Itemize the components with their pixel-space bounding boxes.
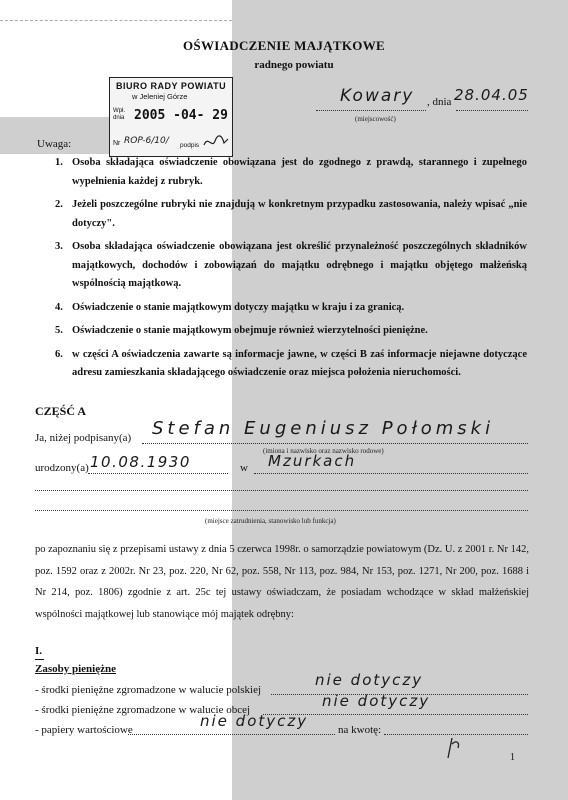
note-number: 3. [55, 241, 63, 252]
document-title: OŚWIADCZENIE MAJĄTKOWE [183, 38, 385, 53]
note-text: Jeżeli poszczególne rubryki nie znajdują w konkretnym przypadku zastosowania, należy wpisać „nie dotyczy". [72, 199, 527, 229]
scan-margin-marks [0, 0, 232, 21]
pln-label: - środki pieniężne zgromadzone w walucie polskiej [35, 684, 262, 696]
registry-stamp [109, 77, 233, 157]
note-text: Oświadczenie o stanie majątkowym obejmuje również wierzytelności pieniężne. [72, 325, 428, 336]
note-number: 2. [55, 199, 63, 210]
stamp-signature-scribble [202, 133, 230, 151]
note-text: Osoba składająca oświadczenie obowiązana jest do zgodnego z prawdą, starannego i zupełnego wypełnienia każdej z rubryk. [72, 157, 527, 187]
notes-list [52, 154, 527, 388]
statement-paragraph: po zapoznaniu się z przepisami ustawy z dnia 5 czerwca 1998r. o samorządzie powiatowym (Dz. U. z 2001 r. Nr 142, poz. 1592 oraz z 2002r. Nr 23, poz. 220, Nr 62, poz. 558, Nr 113, poz. 984, Nr 153, poz. 1271, Nr 200, poz. 1688 i Nr 214, poz. 1806) zgodnie z art. 25c tej ustawy oświadczam, że posiadam wchodzące w skład małżeńskiej wspólności majątkowej lub stanowiące mój majątek odrębny: [35, 544, 529, 620]
born-in-label: w [240, 462, 248, 474]
signer-caption: (imiona i nazwisko oraz nazwisko rodowe) [263, 447, 384, 455]
stamp-signature-label: podpis [180, 142, 200, 149]
section-1-heading: Zasoby pieniężne [35, 663, 116, 675]
note-number: 4. [55, 301, 63, 313]
stamp-received-label: Wpł. dnia [113, 108, 125, 121]
place-caption: (miejscowość) [355, 115, 396, 123]
page-number: 1 [510, 752, 515, 763]
document-subtitle: radnego powiatu [254, 59, 334, 71]
foreign-label: - środki pieniężne zgromadzone w walucie obcej [35, 704, 251, 716]
note-item [52, 346, 527, 383]
section-1-underline [35, 659, 44, 660]
part-a-heading: CZĘŚĆ A [35, 404, 87, 418]
note-item [52, 299, 527, 318]
amount-label: na kwotę: [338, 724, 382, 736]
note-text: Oświadczenie o stanie majątkowym dotyczy majątku w kraju i za granicą. [72, 301, 405, 313]
note-item [52, 154, 527, 191]
note-number: 5. [55, 325, 63, 336]
initials-scribble [440, 734, 466, 760]
stamp-office: BIURO RADY POWIATU [116, 81, 227, 91]
born-date-value: 10.08.1930 [90, 453, 191, 471]
stamp-city: w Jeleniej Górze [132, 92, 188, 101]
signer-value: Stefan Eugeniusz Połomski [152, 418, 495, 439]
foreign-value: nie dotyczy [322, 692, 431, 710]
born-place-value: Mzurkach [268, 452, 357, 470]
section-1-numeral: I. [35, 645, 43, 657]
note-item [52, 238, 527, 294]
note-item [52, 196, 527, 233]
employment-caption: (miejsce zatrudnienia, stanowisko lub funkcja) [205, 517, 336, 525]
amount-field [384, 720, 528, 735]
note-number: 1. [55, 157, 63, 168]
date-value: 28.04.05 [454, 86, 529, 104]
date-prefix: , dnia [427, 96, 452, 108]
employment-field-line-2 [35, 498, 528, 511]
pln-value: nie dotyczy [315, 671, 424, 689]
note-item [52, 322, 527, 341]
stamp-nr-value: ROP-6/10/ [124, 136, 169, 146]
securities-value: nie dotyczy [200, 712, 309, 730]
note-text: Osoba składająca oświadczenie obowiązana jest określić przynależność poszczególnych składników majątkowych, dochodów i zobowiązań do majątku odrębnego i majątku objętego małżeńską wspólnością majątkową. [72, 241, 527, 289]
stamp-received-date: 2005 -04- 29 [134, 108, 228, 123]
note-text: w części A oświadczenia zawarte są informacje jawne, w części B zaś informacje niejawne dotyczące adresu zamieszkania składającego oświadczenie oraz miejsca położenia nieruchomości. [72, 348, 527, 378]
born-label: urodzony(a) [35, 462, 89, 474]
place-value: Kowary [340, 86, 415, 106]
note-number: 6. [55, 348, 63, 360]
signer-label: Ja, niżej podpisany(a) [35, 432, 132, 444]
stamp-nr-label: Nr [113, 140, 121, 147]
securities-label: - papiery wartościowe [35, 724, 133, 736]
notes-label: Uwaga: [37, 138, 72, 150]
employment-field-line-1 [35, 478, 528, 491]
